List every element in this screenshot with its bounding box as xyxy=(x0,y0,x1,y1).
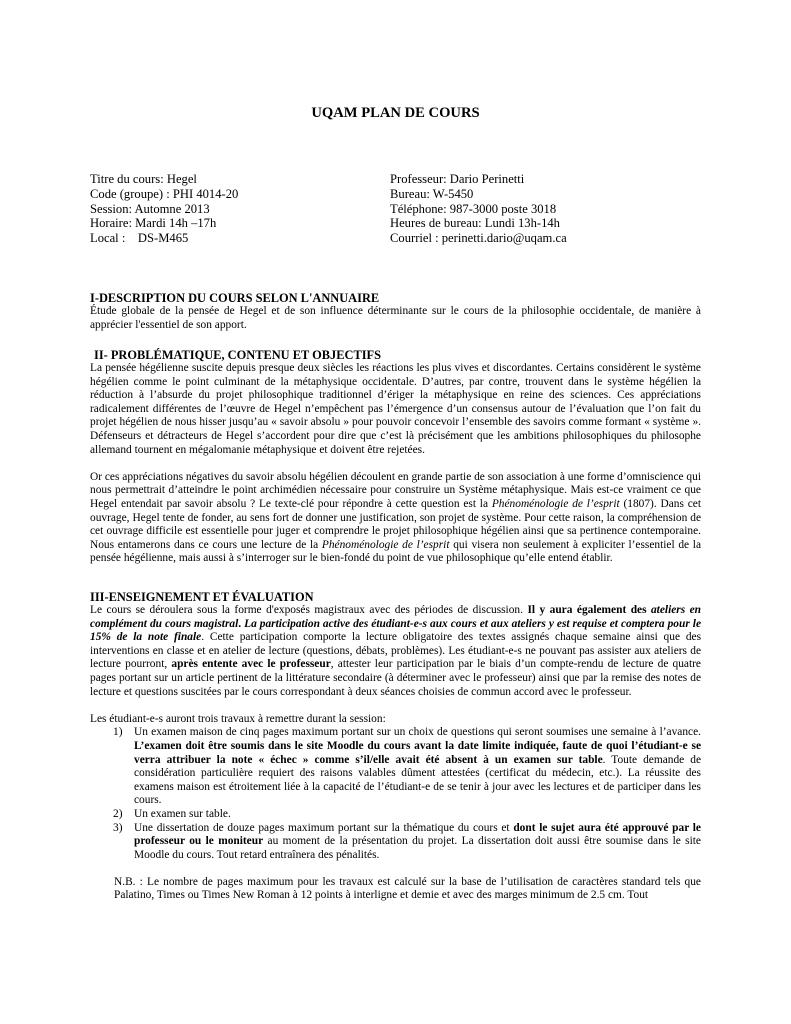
list-item: 1) Un examen maison de cinq pages maximum portant sur un choix de questions qui seront soumises une semaine à l’avance. L’examen doit être soumis dans le site Moodle du cours avant la date limite indiquée, faute de quoi l’étudiant-e se verra attribuer la note « échec » comme s’il/elle avait été absent à un examen sur table. Toute demande de considération particulière requiert des raisons valables dûment attestées (certificat du médecin, etc.). La réussite des examens maison est étroitement liée à la capacité de l’étudiant-e de se tenir à jour avec les lectures et de participer dans les cours. xyxy=(113,726,701,807)
enseignement-paragraph-2: Les étudiant-e-s auront trois travaux à remettre durant la session: xyxy=(90,712,386,725)
section-enseignement xyxy=(90,590,701,903)
course-code-line: Code (groupe) : PHI 4014-20 xyxy=(90,186,239,201)
course-info-left xyxy=(90,172,238,246)
office-line: Bureau: W-5450 xyxy=(390,186,474,201)
schedule-line: Horaire: Mardi 14h –17h xyxy=(90,216,217,231)
section-description-text: Étude globale de la pensée de Hegel et de son influence déterminante sur le cours de la philosophie occidentale, de manière à apprécier l'essentiel de son apport. xyxy=(90,305,701,331)
professor-line: Professeur: Dario Perinetti xyxy=(390,172,525,186)
room-line: Local : DS-M465 xyxy=(90,231,189,246)
session-line: Session: Automne 2013 xyxy=(90,201,210,216)
section-problematique-heading: II- PROBLÉMATIQUE, CONTENU ET OBJECTIFS xyxy=(94,348,381,362)
section-problematique xyxy=(90,348,701,566)
document-title: UQAM PLAN DE COURS xyxy=(311,105,480,121)
section-description xyxy=(90,291,701,332)
list-item: 3) Une dissertation de douze pages maximum portant sur la thématique du cours et dont le sujet aura été approuvé par le professeur ou le moniteur au moment de la présentation du projet. La dissertation doit aussi être soumise dans le site Moodle du cours. Tout retard entraînera des pénalités. xyxy=(113,821,701,861)
course-title-line: Titre du cours: Hegel xyxy=(90,172,197,186)
phone-line: Téléphone: 987-3000 poste 3018 xyxy=(390,201,557,216)
enseignement-paragraph-1: Le cours se déroulera sous la forme d'exposés magistraux avec des périodes de discussion. Il y aura également des ateliers en complément du cours magistral. La participation active des étudiant-e-s aux cours et aux ateliers y est requise et comptera pour le 15% de la note finale. Cette participation comporte la lecture obligatoire des textes assignés chaque semaine ainsi que des interventions en classe et en atelier de lecture (questions, débats, problèmes). Les étudiant-e-s ne pouvant pas assister aux ateliers de lecture pourront, après entente avec le professeur, attester leur participation par le biais d’un compte-rendu de lecture de quatre pages portant sur un article pertinent de la littérature secondaire (à déterminer avec le professeur) ainsi que par la remise des notes de lecture et questions suscitées par le cours correspondant à deux séances choisies de commun accord avec le professeur. xyxy=(90,604,702,698)
section-enseignement-heading: III-ENSEIGNEMENT ET ÉVALUATION xyxy=(90,590,314,604)
list-item: 2) Un examen sur table. xyxy=(113,807,231,820)
problematique-paragraph-1: La pensée hégélienne suscite depuis presque deux siècles les réactions les plus vives et discordantes. Certains considèrent le système hégélien comme le point culminant de la métaphysique occidentale. D’autres, par contre, trouvent dans le système hégélien la réduction à l’absurde du projet philosophique traditionnel d’ériger la métaphysique en reine des sciences. Ces appréciations radicalement différentes de l’œuvre de Hegel n’empêchent pas l’émergence d’un consensus autour de l’évaluation que l’on fait du projet hégélien de nous hisser jusqu’au « savoir absolu » pour pouvoir concevoir l’ensemble des savoirs comme formant « système ». Défenseurs et détracteurs de Hegel s’accordent pour dire que c’est là précisément que les ambitions philosophiques du philosophe allemand tournent en mégalomanie métaphysique et doivent être rejetées. xyxy=(90,362,701,456)
assignments-list xyxy=(90,726,701,862)
problematique-paragraph-2: Or ces appréciations négatives du savoir absolu hégélien découlent en grande partie de son association à une forme d’omniscience qui nous permettrait d’atteindre le point archimédien nécessaire pour construire un Système métaphysique. Mais est-ce vraiment ce que Hegel entendait par savoir absolu ? Le texte-clé pour répondre à cette question est la Phénoménologie de l’esprit (1807). Dans cet ouvrage, Hegel tente de fonder, au sens fort de donner une justification, son projet de système. Pour cette raison, la compréhension de cet ouvrage difficile est essentielle pour juger et comprendre le projet philosophique hégélien ainsi que sa pertinence contemporaine. Nous entamerons dans ce cours une lecture de la Phénoménologie de l’esprit qui visera non seulement à expliciter l’essentiel de la pensée hégélienne, mais aussi à s’interroger sur le bien-fondé du point de vue philosophique qu’elle entend établir. xyxy=(90,470,702,565)
section-description-heading: I-DESCRIPTION DU COURS SELON L'ANNUAIRE xyxy=(90,291,380,305)
office-hours-line: Heures de bureau: Lundi 13h-14h xyxy=(390,216,560,231)
nb-note: N.B. : Le nombre de pages maximum pour les travaux est calculé sur la base de l’utilisation de caractères standard tels que Palatino, Times ou Times New Roman à 12 points à interligne et demie et avec des marges minimum de 2.5 cm. Tout xyxy=(114,875,701,902)
course-info-right xyxy=(390,172,567,246)
email-line: Courriel : perinetti.dario@uqam.ca xyxy=(390,231,567,246)
